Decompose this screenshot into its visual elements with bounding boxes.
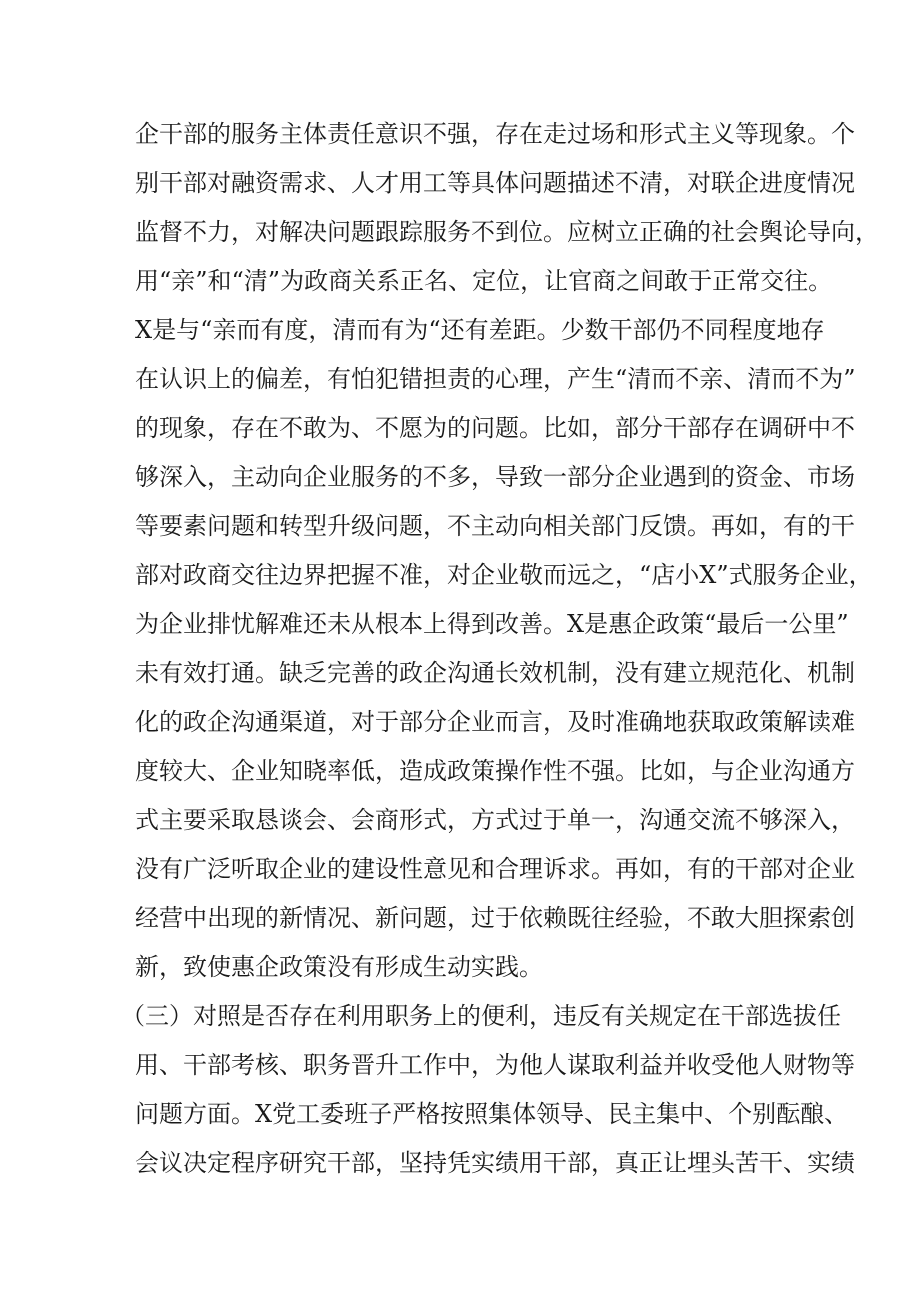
- text-line: 的现象，存在不敢为、不愿为的问题。比如，部分干部存在调研中不: [135, 414, 855, 442]
- text-line: 用“亲”和“清”为政商关系正名、定位，让官商之间敢于正常交往。: [135, 267, 833, 295]
- text-line: 未有效打通。缺乏完善的政企沟通长效机制，没有建立规范化、机制: [135, 659, 855, 687]
- text-line: 别干部对融资需求、人才用工等具体问题描述不清，对联企进度情况: [135, 169, 855, 197]
- text-line: 新，致使惠企政策没有形成生动实践。: [135, 953, 543, 981]
- text-line: 企干部的服务主体责任意识不强，存在走过场和形式主义等现象。个: [135, 120, 855, 148]
- text-line: 度较大、企业知晓率低，造成政策操作性不强。比如，与企业沟通方: [135, 757, 855, 785]
- section-heading-line: （三）对照是否存在利用职务上的便利，违反有关规定在干部选拔任: [121, 1002, 841, 1030]
- text-line: 等要素问题和转型升级问题，不主动向相关部门反馈。再如，有的干: [135, 512, 855, 540]
- text-line: X是与“亲而有度，清而有为“还有差距。少数干部仍不同程度地存: [135, 316, 825, 344]
- text-line: 用、干部考核、职务晋升工作中，为他人谋取利益并收受他人财物等: [135, 1051, 855, 1079]
- text-line: 式主要采取恳谈会、会商形式，方式过于单一，沟通交流不够深入，: [135, 806, 855, 834]
- text-line: 没有广泛听取企业的建设性意见和合理诉求。再如，有的干部对企业: [135, 855, 855, 883]
- text-line: 够深入，主动向企业服务的不多，导致一部分企业遇到的资金、市场: [135, 463, 855, 491]
- text-line: 部对政商交往边界把握不准，对企业敬而远之，“店小X”式服务企业，: [135, 561, 873, 589]
- text-line: 经营中出现的新情况、新问题，过于依赖既往经验，不敢大胆探索创: [135, 904, 855, 932]
- text-line: 问题方面。X党工委班子严格按照集体领导、民主集中、个别酝酿、: [135, 1100, 849, 1128]
- text-line: 为企业排忧解难还未从根本上得到改善。X是惠企政策“最后一公里”: [135, 610, 849, 638]
- text-line: 会议决定程序研究干部，坚持凭实绩用干部，真正让埋头苦干、实绩: [135, 1149, 855, 1177]
- text-line: 监督不力，对解决问题跟踪服务不到位。应树立正确的社会舆论导向，: [135, 218, 879, 246]
- text-line: 在认识上的偏差，有怕犯错担责的心理，产生“清而不亲、清而不为”: [135, 365, 856, 393]
- text-line: 化的政企沟通渠道，对于部分企业而言，及时准确地获取政策解读难: [135, 708, 855, 736]
